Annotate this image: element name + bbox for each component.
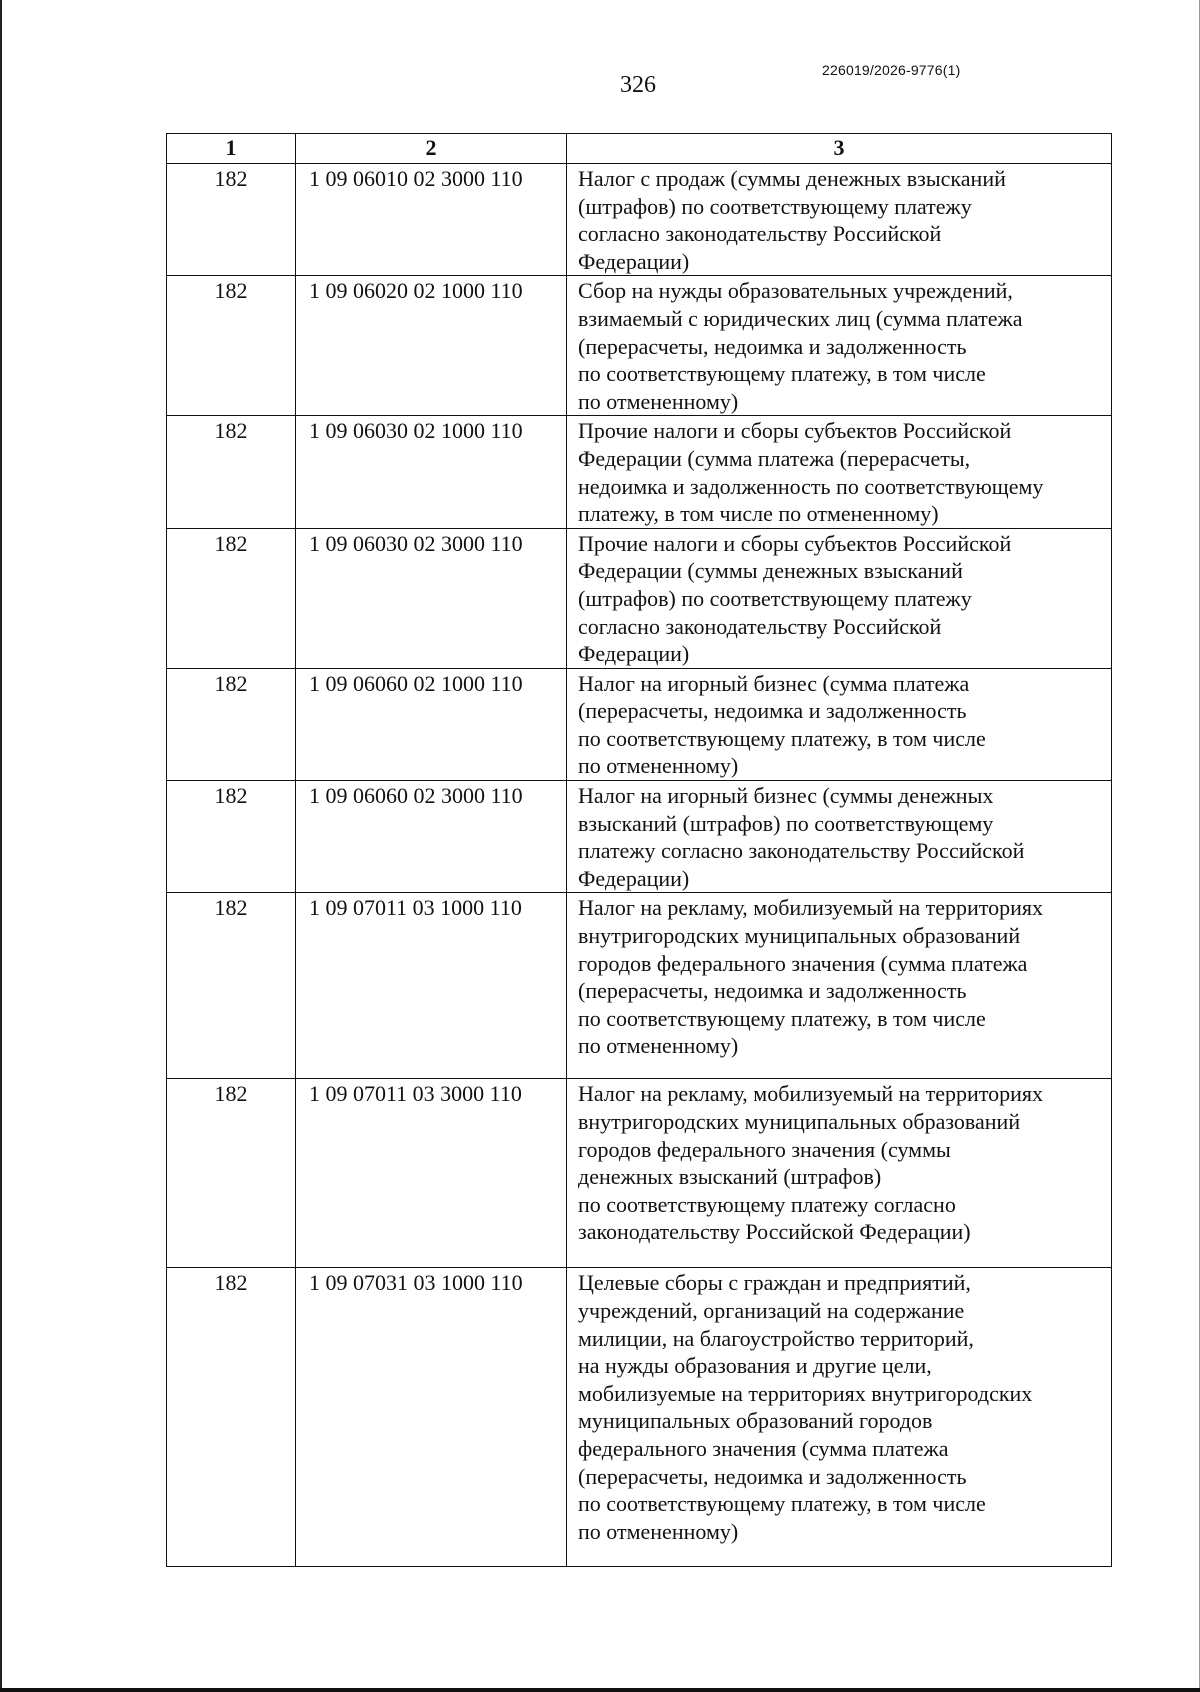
description-line: по соответствующему платежу, в том числе	[578, 725, 986, 751]
description-line: Налог на рекламу, мобилизуемый на территориях	[578, 895, 1044, 921]
description-line: (штрафов) по соответствующему платежу	[578, 193, 972, 219]
description-cell	[567, 416, 1112, 528]
column-header-2: 2	[296, 134, 567, 164]
description-line: по соответствующему платежу, в том числе	[578, 1491, 986, 1517]
table-row	[167, 893, 1112, 1079]
description-line: муниципальных образований городов	[578, 1408, 933, 1434]
description-line: Целевые сборы с граждан и предприятий,	[578, 1270, 971, 1296]
description-line: Налог с продаж (суммы денежных взысканий	[578, 166, 1006, 191]
description-line: Федерации (суммы денежных взысканий	[578, 558, 963, 584]
budget-codes-table	[166, 133, 1112, 1567]
description-line: Федерации (сумма платежа (перерасчеты,	[578, 445, 971, 471]
description-line: по отмененному)	[578, 753, 739, 779]
table-row	[167, 781, 1112, 893]
page-number: 326	[620, 72, 656, 98]
page-border-left	[0, 0, 2, 1692]
description-line: (перерасчеты, недоимка и задолженность	[578, 333, 967, 359]
budget-classification-code-cell: 1 09 06030 02 1000 110	[296, 416, 567, 528]
description-line: по соответствующему платежу, в том числе	[578, 1005, 986, 1031]
description-line: (штрафов) по соответствующему платежу	[578, 585, 972, 611]
budget-classification-code-cell: 1 09 06060 02 3000 110	[296, 781, 567, 893]
table-row	[167, 416, 1112, 528]
admin-code-cell: 182	[167, 1268, 296, 1567]
description-line: денежных взысканий (штрафов)	[578, 1164, 882, 1190]
description-line: Федерации)	[578, 865, 690, 891]
description-line: Налог на рекламу, мобилизуемый на территориях	[578, 1081, 1044, 1107]
table-row	[167, 668, 1112, 780]
description-cell	[567, 781, 1112, 893]
budget-classification-code-cell: 1 09 06020 02 1000 110	[296, 276, 567, 416]
budget-classification-code-cell: 1 09 07011 03 1000 110	[296, 893, 567, 1079]
budget-classification-code-cell: 1 09 06060 02 1000 110	[296, 668, 567, 780]
admin-code-cell: 182	[167, 1079, 296, 1268]
budget-classification-code-cell: 1 09 07011 03 3000 110	[296, 1079, 567, 1268]
description-cell	[567, 893, 1112, 1079]
table-row	[167, 164, 1112, 276]
description-cell	[567, 1268, 1112, 1567]
description-line: согласно законодательству Российской	[578, 221, 942, 247]
page-border-bottom	[0, 1688, 1200, 1692]
description-line: Налог на игорный бизнес (суммы денежных	[578, 783, 994, 809]
description-line: Федерации)	[578, 248, 690, 274]
description-line: взысканий (штрафов) по соответствующему	[578, 810, 994, 836]
table-row	[167, 276, 1112, 416]
description-line: (перерасчеты, недоимка и задолженность	[578, 1463, 967, 1489]
description-line: Федерации)	[578, 641, 690, 667]
description-line: платежу согласно законодательству Российской	[578, 838, 1025, 864]
table-row	[167, 1079, 1112, 1268]
budget-codes-table-container	[166, 133, 1111, 1567]
description-line: платежу, в том числе по отмененному)	[578, 501, 939, 527]
description-line: по отмененному)	[578, 1518, 739, 1544]
document-id: 226019/2026-9776(1)	[822, 62, 961, 78]
table-row	[167, 528, 1112, 668]
description-line: законодательству Российской Федерации)	[578, 1219, 971, 1245]
table-header-row	[167, 134, 1112, 164]
description-line: мобилизуемые на территориях внутригородских	[578, 1380, 1033, 1406]
description-line: городов федерального значения (сумма платежа	[578, 950, 1028, 976]
admin-code-cell: 182	[167, 276, 296, 416]
description-line: взимаемый с юридических лиц (сумма платежа	[578, 305, 1023, 331]
description-cell	[567, 668, 1112, 780]
description-line: по соответствующему платежу, в том числе	[578, 361, 986, 387]
description-line: по отмененному)	[578, 1033, 739, 1059]
description-line: недоимка и задолженность по соответствующему	[578, 473, 1044, 499]
description-line: по отмененному)	[578, 388, 739, 414]
budget-classification-code-cell: 1 09 06030 02 3000 110	[296, 528, 567, 668]
description-line: милиции, на благоустройство территорий,	[578, 1325, 974, 1351]
budget-classification-code-cell: 1 09 07031 03 1000 110	[296, 1268, 567, 1567]
description-line: федерального значения (сумма платежа	[578, 1436, 949, 1461]
budget-classification-code-cell: 1 09 06010 02 3000 110	[296, 164, 567, 276]
table-row	[167, 1268, 1112, 1567]
admin-code-cell: 182	[167, 528, 296, 668]
admin-code-cell: 182	[167, 781, 296, 893]
description-line: Налог на игорный бизнес (сумма платежа	[578, 670, 970, 696]
description-line: (перерасчеты, недоимка и задолженность	[578, 698, 967, 724]
column-header-3: 3	[567, 134, 1112, 164]
description-line: внутригородских муниципальных образований	[578, 1109, 1021, 1135]
description-line: городов федерального значения (суммы	[578, 1136, 951, 1162]
description-line: согласно законодательству Российской	[578, 613, 942, 639]
column-header-1: 1	[167, 134, 296, 164]
description-cell	[567, 1079, 1112, 1268]
description-line: Сбор на нужды образовательных учреждений,	[578, 278, 1013, 304]
admin-code-cell: 182	[167, 668, 296, 780]
description-line: Прочие налоги и сборы субъектов Российской	[578, 418, 1012, 444]
description-line: Прочие налоги и сборы субъектов Российской	[578, 530, 1012, 556]
description-line: (перерасчеты, недоимка и задолженность	[578, 978, 967, 1004]
description-line: внутригородских муниципальных образований	[578, 923, 1021, 949]
description-cell	[567, 164, 1112, 276]
admin-code-cell: 182	[167, 416, 296, 528]
admin-code-cell: 182	[167, 893, 296, 1079]
description-cell	[567, 528, 1112, 668]
description-line: по соответствующему платежу согласно	[578, 1191, 956, 1217]
description-cell	[567, 276, 1112, 416]
admin-code-cell: 182	[167, 164, 296, 276]
description-line: на нужды образования и другие цели,	[578, 1353, 932, 1379]
description-line: учреждений, организаций на содержание	[578, 1298, 965, 1324]
